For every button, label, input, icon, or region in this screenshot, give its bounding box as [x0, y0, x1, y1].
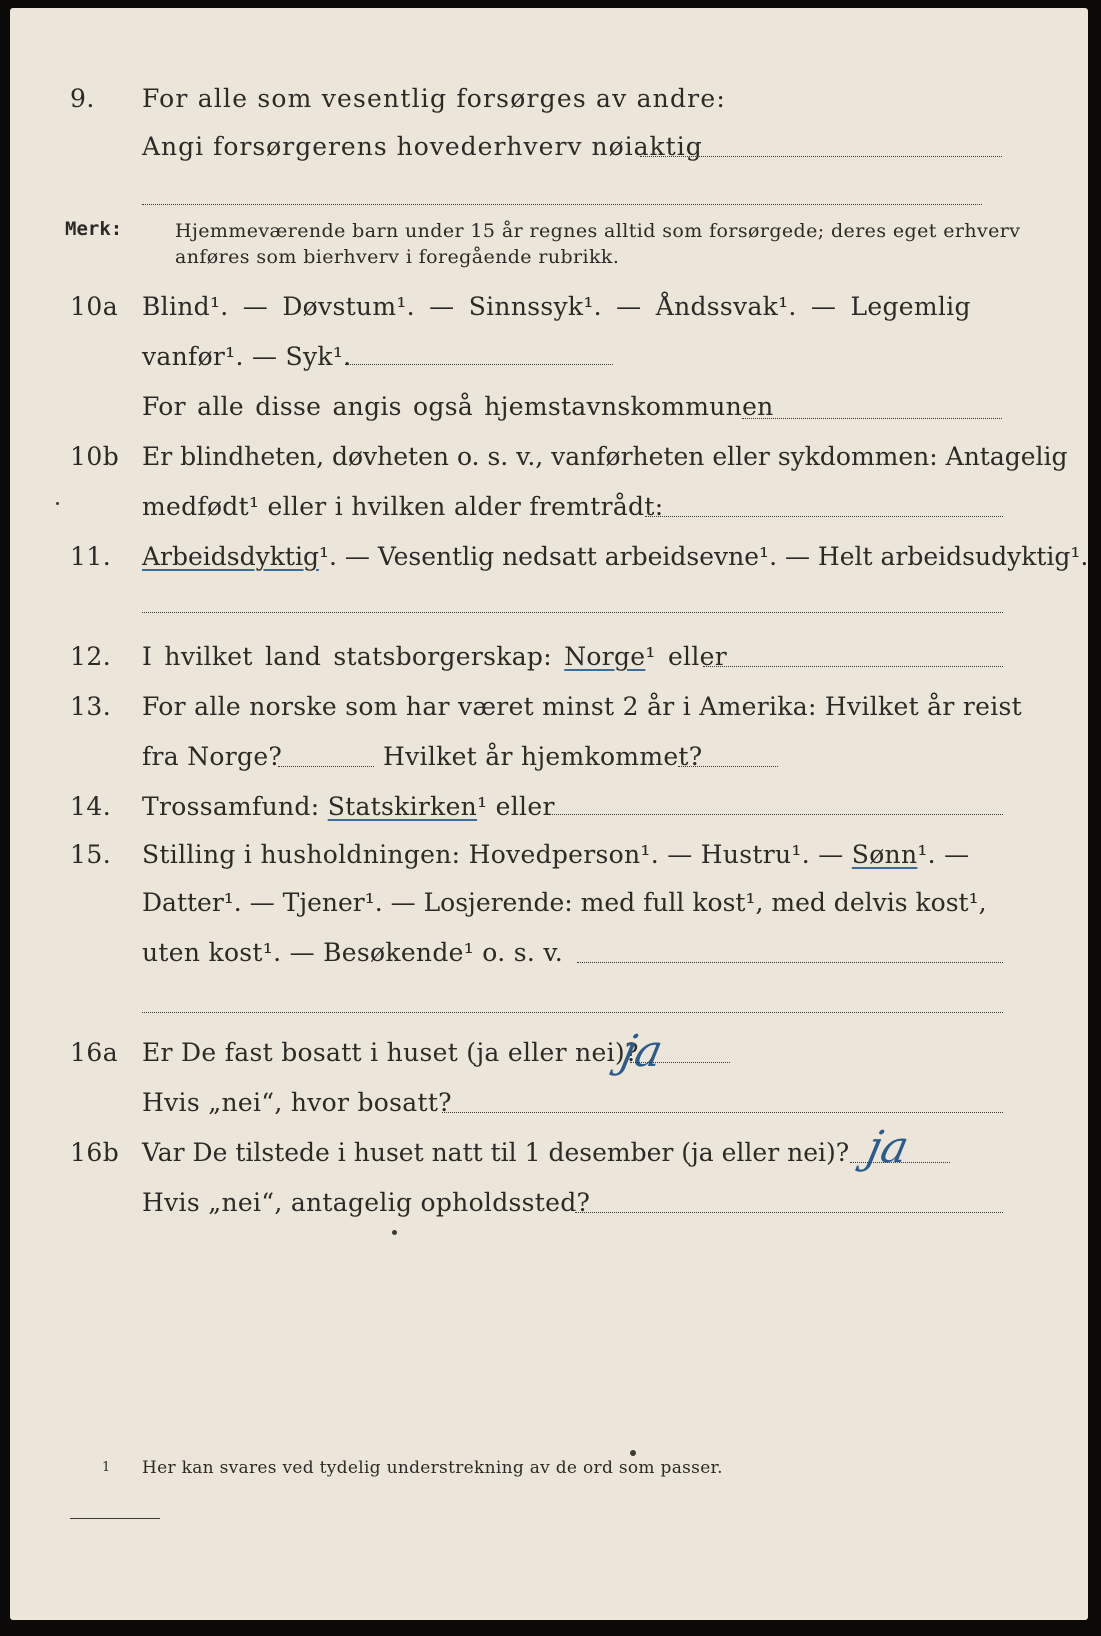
question-number-15: 15.: [70, 840, 112, 869]
q15-line1-before: Stilling i husholdningen: Hovedperson¹. — Hustru¹. —: [142, 840, 852, 869]
q10a-line2: vanfør¹. — Syk¹.: [142, 342, 352, 371]
q14-line: [142, 792, 555, 821]
q10a-answer-line-2: [742, 418, 1002, 419]
census-form-page: [10, 8, 1088, 1620]
q14-underlined-answer: Statskirken: [327, 792, 478, 821]
q11-underlined-answer: Arbeidsdyktig: [142, 542, 319, 571]
q10a-line1: Blind¹. — Døvstum¹. — Sinnssyk¹. — Åndssvak¹. — Legemlig: [142, 292, 971, 321]
q14-after: ¹ eller: [477, 792, 555, 821]
q10b-line2: medfødt¹ eller i hvilken alder fremtrådt:: [142, 492, 664, 521]
q10a-line3: For alle disse angis også hjemstavnskommunen: [142, 392, 774, 421]
question-number-12: 12.: [70, 642, 112, 671]
question-number-10a: 10a: [70, 292, 119, 321]
q16a-answer-line: [630, 1062, 730, 1063]
q12-after: ¹ eller: [645, 642, 727, 671]
q14-before: Trossamfund:: [142, 792, 328, 821]
q16b-line2: Hvis „nei“, antagelig opholdssted?: [142, 1188, 591, 1217]
q9-line2: Angi forsørgerens hovederhverv nøiaktig: [142, 132, 703, 161]
q11-line: [142, 542, 1088, 571]
q9-answer-line: [640, 156, 1002, 157]
q15-answer-line-2: [142, 1012, 1003, 1013]
ink-spot: [56, 502, 59, 505]
q13-answer-line-2: [678, 766, 778, 767]
q15-underlined-answer: Sønn: [851, 840, 918, 869]
question-number-9: 9.: [70, 84, 95, 113]
q10a-answer-line: [345, 364, 613, 365]
merk-line2: anføres som bierhverv i foregående rubrikk.: [175, 246, 620, 268]
q13-answer-line-1: [278, 766, 374, 767]
q15-line2: Datter¹. — Tjener¹. — Losjerende: med full kost¹, med delvis kost¹,: [142, 888, 987, 917]
q13-line1: For alle norske som har været minst 2 år i Amerika: Hvilket år reist: [142, 692, 1023, 721]
q15-line3: uten kost¹. — Besøkende¹ o. s. v.: [142, 938, 564, 967]
q9-line1: For alle som vesentlig forsørges av andre:: [142, 84, 726, 113]
footnote-rule: [70, 1518, 160, 1519]
q16a-line2: Hvis „nei“, hvor bosatt?: [142, 1088, 452, 1117]
merk-line1: Hjemmeværende barn under 15 år regnes alltid som forsørgede; deres eget erhverv: [175, 220, 1021, 242]
q9-answer-line-2: [142, 204, 982, 205]
q12-before: I hvilket land statsborgerskap:: [142, 642, 565, 671]
ink-spot: [630, 1450, 636, 1456]
question-number-11: 11.: [70, 542, 112, 571]
q10b-answer-line: [645, 516, 1003, 517]
q11-answer-line: [142, 612, 1003, 613]
question-number-13: 13.: [70, 692, 112, 721]
footnote-text: Her kan svares ved tydelig understrekning av de ord som passer.: [142, 1458, 723, 1478]
q15-line1-after: ¹. —: [917, 840, 970, 869]
merk-label: Merk:: [65, 218, 123, 240]
q12-line: [142, 642, 727, 671]
q12-answer-line: [703, 666, 1003, 667]
q11-rest: ¹. — Vesentlig nedsatt arbeidsevne¹. — Helt arbeidsudyktig¹.: [318, 542, 1089, 571]
q16a-handwritten-answer: ja: [616, 1026, 668, 1077]
q16b-handwritten-answer: ja: [862, 1122, 914, 1173]
q16a-answer-line-2: [442, 1112, 1003, 1113]
q13-line2b: Hvilket år hjemkommet?: [383, 742, 703, 771]
question-number-14: 14.: [70, 792, 112, 821]
q15-answer-line: [577, 962, 1003, 963]
q16b-answer-line-2: [575, 1212, 1003, 1213]
question-number-10b: 10b: [70, 442, 120, 471]
q12-underlined-answer: Norge: [564, 642, 646, 671]
q14-answer-line: [545, 814, 1003, 815]
q13-line2a: fra Norge?: [142, 742, 283, 771]
q16b-answer-line: [850, 1162, 950, 1163]
footnote-mark: 1: [102, 1460, 111, 1475]
q15-line1: [142, 840, 969, 869]
question-number-16a: 16a: [70, 1038, 119, 1067]
q10b-line1: Er blindheten, døvheten o. s. v., vanførheten eller sykdommen: Antagelig: [142, 442, 1068, 471]
q16a-line1: Er De fast bosatt i huset (ja eller nei)?: [142, 1038, 639, 1067]
q16b-line1: Var De tilstede i huset natt til 1 desember (ja eller nei)?: [142, 1138, 850, 1167]
ink-spot: [392, 1230, 397, 1235]
question-number-16b: 16b: [70, 1138, 120, 1167]
